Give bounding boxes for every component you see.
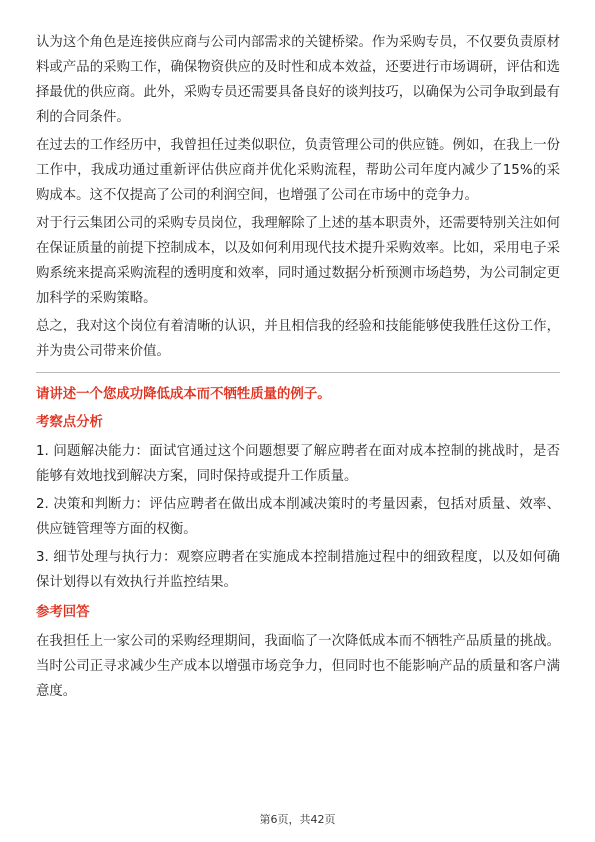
paragraph-summary: 总之，我对这个岗位有着清晰的认识，并且相信我的经验和技能能够使我胜任这份工作，并为贵公司带来价值。 [36, 319, 560, 359]
page-number: 第6页，共42页 [259, 813, 336, 826]
interview-question: 请讲述一个您成功降低成本而不牺牲质量的例子。 [36, 387, 331, 402]
page-content [36, 30, 560, 707]
paragraph-position-understanding: 对于行云集团公司的采购专员岗位，我理解除了上述的基本职责外，还需要特别关注如何在保证质量的前提下控制成本，以及如何利用现代技术提升采购效率。比如，采用电子采购系统来提高采购流程的透明度和效率，同时通过数据分析预测市场趋势，为公司制定更加科学的采购策略。 [36, 216, 560, 306]
analysis-item: 3. 细节处理与执行力：观察应聘者在实施成本控制措施过程中的细致程度，以及如何确保计划得以有效执行并监控结果。 [36, 550, 560, 590]
answer-heading: 参考回答 [36, 605, 90, 620]
analysis-item: 2. 决策和判断力：评估应聘者在做出成本削减决策时的考量因素，包括对质量、效率、供应链管理等方面的权衡。 [36, 497, 560, 537]
answer-paragraph: 在我担任上一家公司的采购经理期间，我面临了一次降低成本而不牺牲产品质量的挑战。当时公司正寻求减少生产成本以增强市场竞争力，但同时也不能影响产品的质量和客户满意度。 [36, 634, 560, 699]
section-divider [36, 372, 560, 373]
paragraph-past-experience: 在过去的工作经历中，我曾担任过类似职位，负责管理公司的供应链。例如，在我上一份工作中，我成功通过重新评估供应商并优化采购流程，帮助公司年度内减少了15%的采购成本。这不仅提高了公司的利润空间，也增强了公司在市场中的竞争力。 [36, 138, 560, 203]
paragraph-role-understanding: 认为这个角色是连接供应商与公司内部需求的关键桥梁。作为采购专员，不仅要负责原材料或产品的采购工作，确保物资供应的及时性和成本效益，还要进行市场调研，评估和选择最优的供应商。此外，采购专员还需要具备良好的谈判技巧，以确保为公司争取到最有利的合同条件。 [36, 35, 560, 125]
analysis-item: 1. 问题解决能力：面试官通过这个问题想要了解应聘者在面对成本控制的挑战时，是否能够有效地找到解决方案，同时保持或提升工作质量。 [36, 444, 560, 484]
analysis-heading: 考察点分析 [36, 415, 103, 430]
